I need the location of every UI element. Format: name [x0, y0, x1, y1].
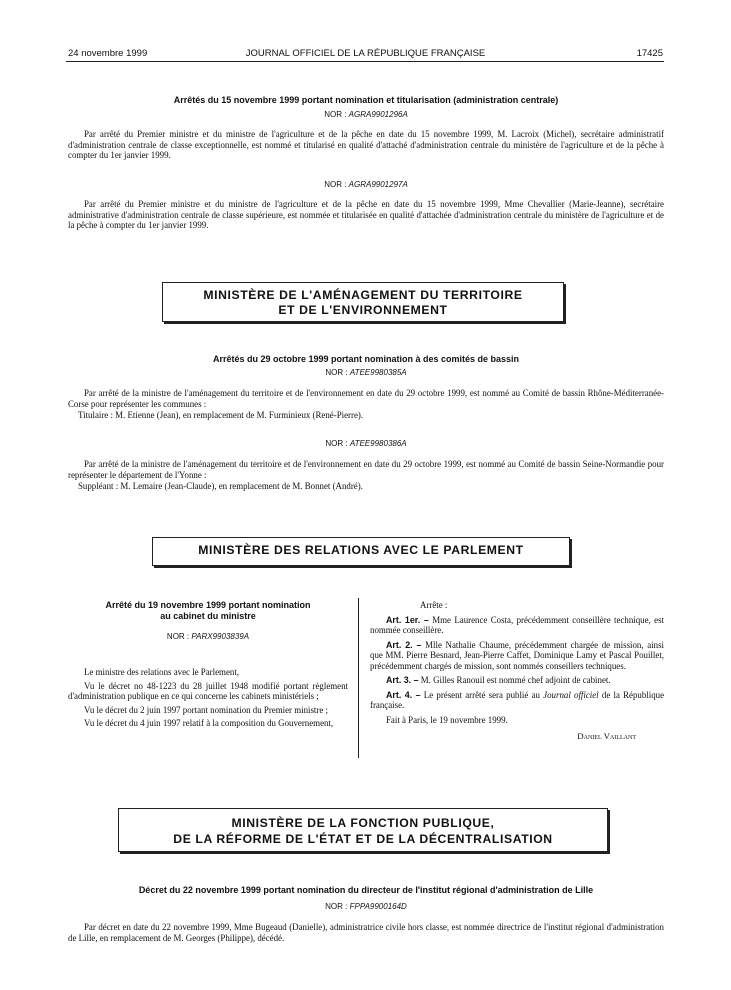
nor-reference — [68, 439, 664, 448]
section-title-titularisation: Arrêtés du 15 novembre 1999 portant nomination et titularisation (administration centrale) — [173, 95, 559, 105]
ministry-heading-line: MINISTÈRE DE LA FONCTION PUBLIQUE, — [231, 816, 495, 830]
nor-reference — [68, 180, 664, 189]
nor-label: NOR : — [325, 368, 348, 377]
article-text-italic: Journal officiel — [543, 689, 599, 700]
ministry-heading-fonction-publique — [118, 808, 608, 852]
header-journal-title: JOURNAL OFFICIEL DE LA RÉPUBLIQUE FRANÇAISE — [245, 48, 486, 59]
nor-label: NOR : — [325, 439, 348, 448]
visa-paragraph: Vu le décret du 2 juin 1997 portant nomination du Premier ministre ; — [84, 704, 328, 715]
article-text: de la République française. — [370, 689, 665, 710]
article-2 — [370, 640, 664, 672]
nor-code: AGRA9901296A — [348, 110, 408, 119]
article-label: Art. 3. – — [386, 675, 419, 685]
arrete-label: Arrête : — [420, 600, 448, 610]
section-title-comites-bassin: Arrêtés du 29 octobre 1999 portant nomination à des comités de bassin — [212, 354, 520, 364]
nor-reference — [68, 902, 664, 911]
nor-code: ATEE9980386A — [349, 439, 407, 448]
header-rule — [66, 61, 664, 62]
nor-code: PARX9903839A — [191, 632, 250, 641]
signature: Daniel Vaillant — [577, 731, 636, 741]
visa-paragraph: Vu le décret du 4 juin 1997 relatif à la composition du Gouvernement, — [84, 718, 334, 728]
article-label: Art. 2. – — [386, 639, 422, 650]
section-title-ira-lille: Décret du 22 novembre 1999 portant nomination du directeur de l'institut régional d'administration de Lille — [138, 885, 594, 895]
nor-label: NOR : — [324, 180, 347, 189]
column-rule — [358, 598, 359, 758]
ministry-heading-line: ET DE L'ENVIRONNEMENT — [278, 303, 448, 317]
line-titulaire: Titulaire : M. Etienne (Jean), en remplacement de M. Furminieux (René-Pierre). — [78, 410, 364, 420]
paragraph-bugeaud: Par décret en date du 22 novembre 1999, Mme Bugeaud (Danielle), administratrice civile hors classe, est nommée directrice de l'institut régional d'administration de Lille, en remplacement de M. Georges (Philippe), décédé. — [68, 922, 664, 943]
paragraph-seine: Par arrêté de la ministre de l'aménagement du territoire et de l'environnement en date du 29 octobre 1999, est nommé au Comité de bassin Seine-Normandie pour représenter le département de l'Yonne : — [68, 459, 664, 480]
article-1 — [370, 615, 664, 636]
paragraph-chevallier: Par arrêté du Premier ministre et du ministre de l'agriculture et de la pêche en date du 15 novembre 1999, Mme Chevallier (Marie-Jeanne), secrétaire administrative d'administration centrale de classe supérieure, est nommée et titularisée en qualité d'attachée d'administration centrale du ministère de l'agriculture et de la pêche à compter du 1er janvier 1999. — [68, 199, 664, 230]
nor-code: ATEE9980385A — [349, 368, 407, 377]
article-3 — [370, 675, 664, 686]
nor-reference — [68, 632, 348, 641]
nor-label: NOR : — [166, 632, 190, 641]
nor-reference — [68, 110, 664, 119]
article-text: Mlle Nathalie Chaume, précédemment chargée de mission, ainsi que MM. Pierre Besnard, Jean-Pierre Caffet, Dominique Lamy et Pascal Pouillet, précédemment chargés de mission, sont nommés conseillers techniques. — [370, 639, 665, 671]
article-label: Art. 4. – — [386, 689, 421, 700]
ministry-heading-line: MINISTÈRE DE L'AMÉNAGEMENT DU TERRITOIRE — [203, 288, 523, 302]
nor-code: AGRA9901297A — [348, 180, 408, 189]
nor-code: FPPA9900164D — [349, 902, 407, 911]
article-text: M. Gilles Ranouil est nommé chef adjoint de cabinet. — [420, 675, 611, 685]
article-text: Mme Laurence Costa, précédemment conseillère technique, est nommée conseillère. — [370, 614, 665, 635]
nor-label: NOR : — [324, 110, 347, 119]
paragraph-rhone: Par arrêté de la ministre de l'aménagement du territoire et de l'environnement en date du 29 octobre 1999, est nommé au Comité de bassin Rhône-Méditerranée-Corse pour représenter les communes : — [68, 388, 664, 409]
header-page-number: 17425 — [636, 48, 663, 59]
article-label: Art. 1er. – — [386, 614, 429, 625]
ministry-heading-line: MINISTÈRE DES RELATIONS AVEC LE PARLEMENT — [198, 543, 524, 557]
header-date: 24 novembre 1999 — [68, 48, 148, 59]
visa-paragraph: Le ministre des relations avec le Parlement, — [84, 667, 240, 677]
visa-list — [68, 667, 348, 729]
section-title-line: au cabinet du ministre — [160, 610, 256, 621]
section-title-cabinet — [68, 600, 348, 621]
nor-label: NOR : — [325, 902, 348, 911]
ministry-heading-parlement — [152, 537, 570, 566]
ministry-heading-line: DE LA RÉFORME DE L'ÉTAT ET DE LA DÉCENTRALISATION — [173, 832, 553, 846]
fait-a-paris: Fait à Paris, le 19 novembre 1999. — [386, 714, 508, 725]
section-title-line: Arrêté du 19 novembre 1999 portant nomination — [105, 600, 311, 610]
ministry-heading-amenagement — [162, 282, 564, 322]
articles-list — [370, 600, 664, 741]
nor-reference — [68, 368, 664, 377]
article-text: Le présent arrêté sera publié au — [423, 689, 540, 700]
line-suppleant: Suppléant : M. Lemaire (Jean-Claude), en remplacement de M. Bonnet (André). — [78, 481, 363, 491]
paragraph-lacroix: Par arrêté du Premier ministre et du ministre de l'agriculture et de la pêche en date du 15 novembre 1999, M. Lacroix (Michel), secrétaire administratif d'administration centrale de classe exceptionnelle, est nommé et titularisé en qualité d'attaché d'administration centrale du ministère de l'agriculture et de la pêche à compter du 1er janvier 1999. — [68, 129, 664, 160]
article-4 — [370, 690, 664, 711]
visa-paragraph: Vu le décret no 48-1223 du 28 juillet 1948 modifié portant règlement d'administration publique en ce qui concerne les cabinets ministériels ; — [68, 680, 348, 701]
